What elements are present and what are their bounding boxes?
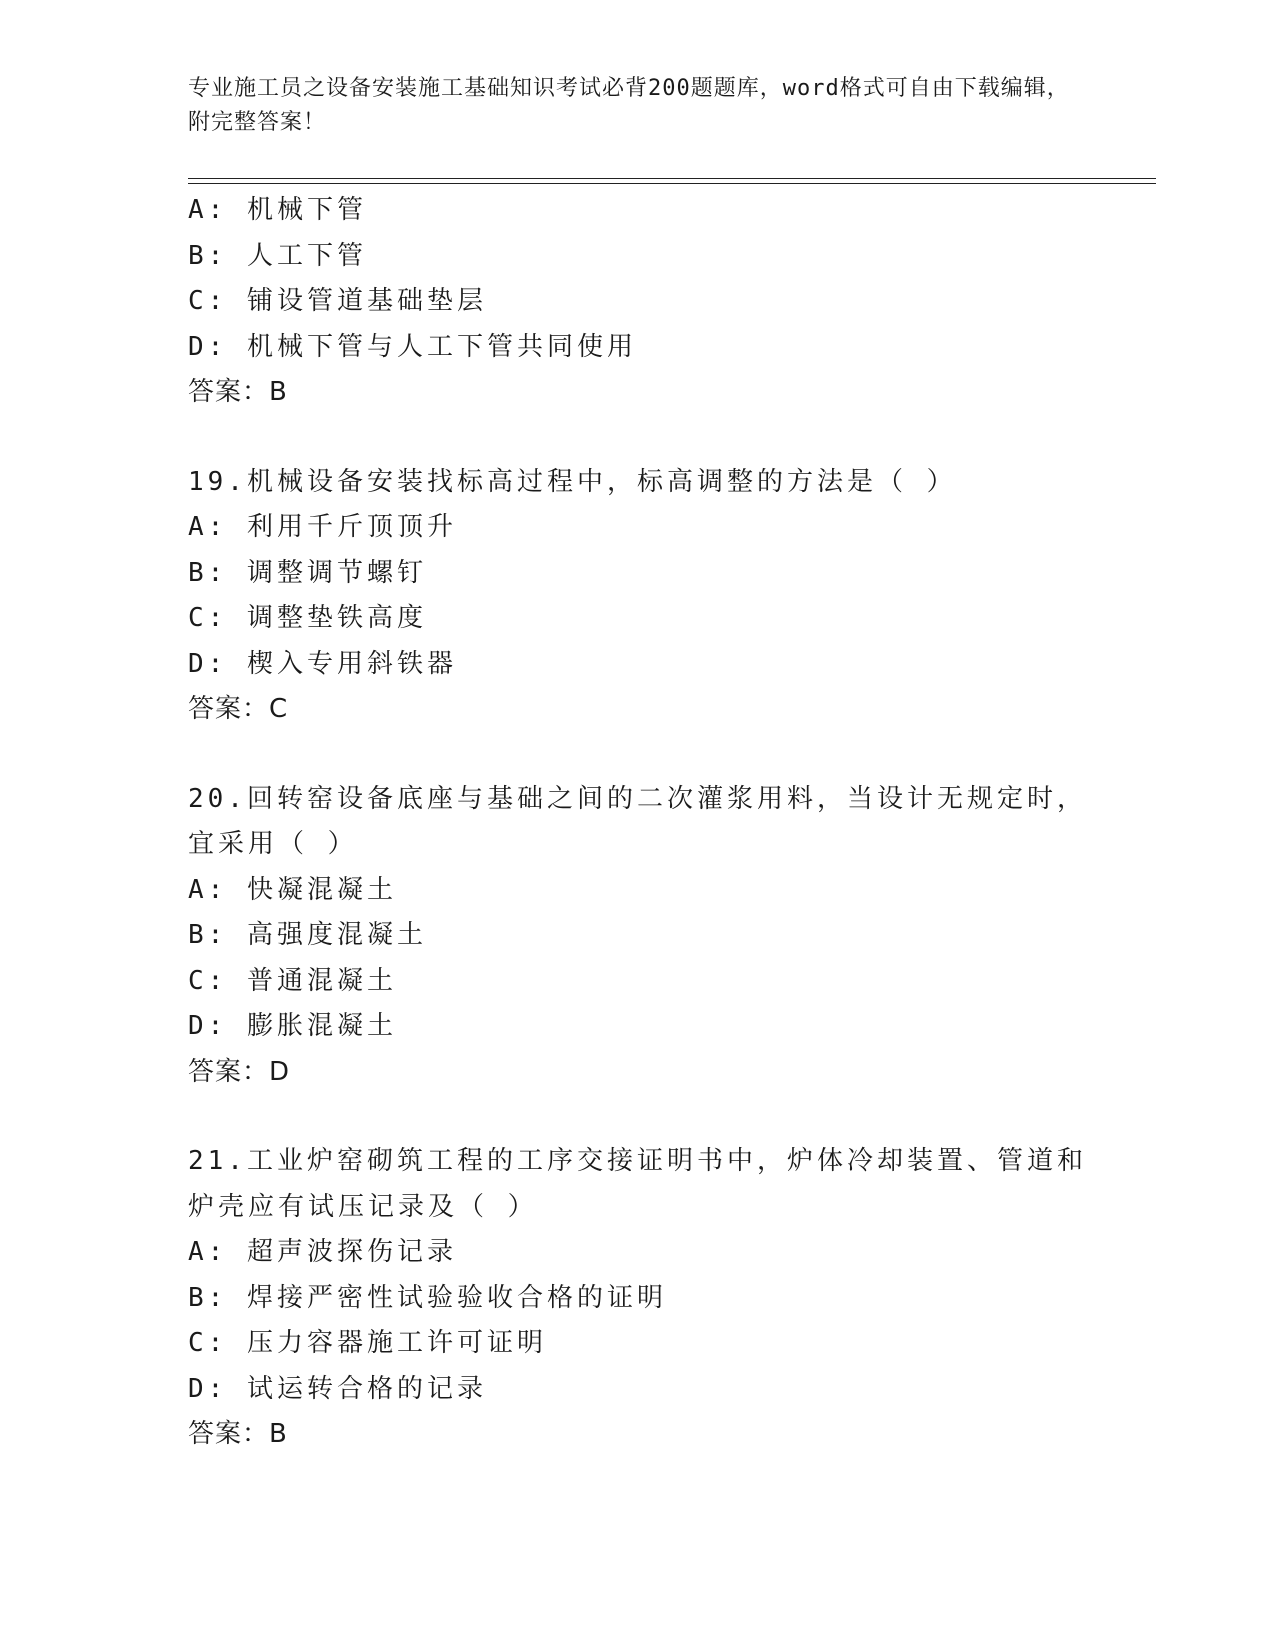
question-stem: 19.机械设备安装找标高过程中，标高调整的方法是（ ） <box>188 466 957 497</box>
header-divider-top <box>188 178 1156 179</box>
question-list <box>188 188 1088 1458</box>
option-c: C: 铺设管道基础垫层 <box>188 286 487 316</box>
option-a: A: 利用千斤顶顶升 <box>188 512 457 542</box>
option-b: B: 焊接严密性试验验收合格的证明 <box>188 1282 667 1313</box>
spacer <box>188 733 1088 777</box>
option-b: B: 调整调节螺钉 <box>188 557 427 588</box>
question-block-20 <box>188 777 1088 1096</box>
spacer <box>188 1095 1088 1139</box>
spacer <box>188 416 1088 460</box>
option-c: C: 调整垫铁高度 <box>188 603 427 633</box>
answer-label: 答案：B <box>188 1419 288 1449</box>
question-stem: 21.工业炉窑砌筑工程的工序交接证明书中，炉体冷却装置、管道和炉壳应有试压记录及（ ） <box>188 1146 1087 1222</box>
option-b: B: 人工下管 <box>188 240 367 271</box>
question-block-prev <box>188 188 1088 416</box>
document-header: 专业施工员之设备安装施工基础知识考试必背200题题库，word格式可自由下载编辑，附完整答案！ <box>188 76 1070 135</box>
option-a: A: 超声波探伤记录 <box>188 1237 457 1267</box>
option-d: D: 楔入专用斜铁器 <box>188 648 457 679</box>
option-d: D: 机械下管与人工下管共同使用 <box>188 331 637 362</box>
option-d: D: 膨胀混凝土 <box>188 1011 397 1041</box>
option-c: C: 普通混凝土 <box>188 965 397 996</box>
question-stem: 20.回转窑设备底座与基础之间的二次灌浆用料，当设计无规定时，宜采用（ ） <box>188 783 1087 859</box>
option-a: A: 机械下管 <box>188 195 367 225</box>
answer-label: 答案：C <box>188 694 289 724</box>
option-d: D: 试运转合格的记录 <box>188 1373 487 1404</box>
option-c: C: 压力容器施工许可证明 <box>188 1328 547 1358</box>
answer-label: 答案：D <box>188 1056 291 1087</box>
header-divider-bottom <box>188 183 1156 184</box>
option-a: A: 快凝混凝土 <box>188 874 397 905</box>
answer-label: 答案：B <box>188 377 288 407</box>
question-block-21 <box>188 1139 1088 1458</box>
option-b: B: 高强度混凝土 <box>188 920 427 950</box>
question-block-19 <box>188 460 1088 733</box>
